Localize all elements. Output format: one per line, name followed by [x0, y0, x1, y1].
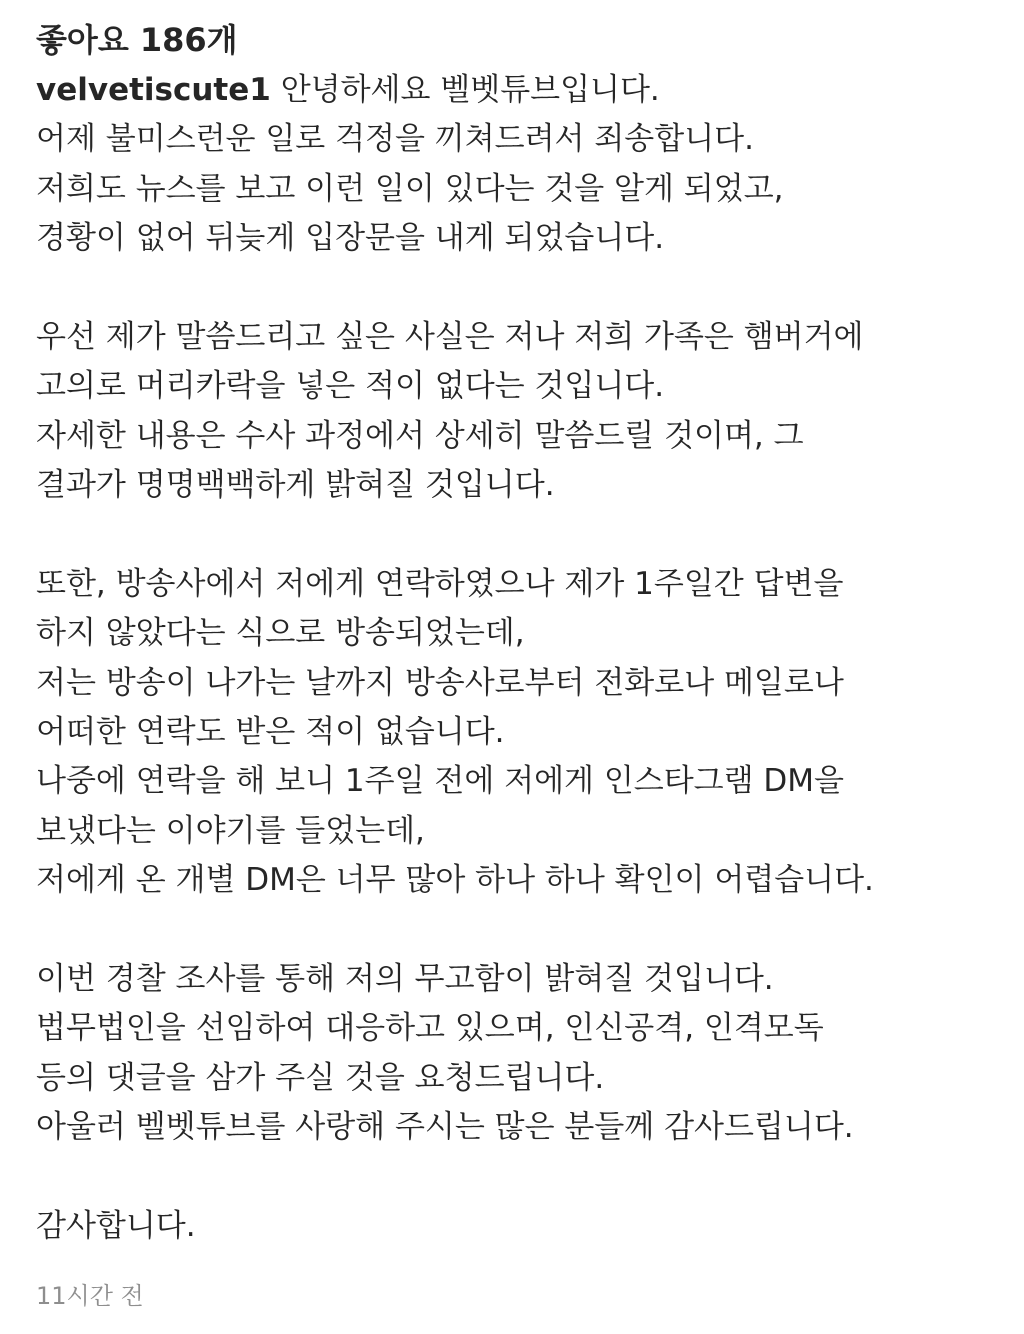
caption-line: 자세한 내용은 수사 과정에서 상세히 말씀드릴 것이며, 그 — [36, 417, 804, 454]
paragraph-break — [36, 264, 1011, 313]
caption-line: 아울러 벨벳튜브를 사랑해 주시는 많은 분들께 감사드립니다. — [36, 1109, 854, 1146]
caption-line: 저에게 온 개별 DM은 너무 많아 하나 하나 확인이 어렵습니다. — [36, 862, 874, 899]
caption-line: 하지 않았다는 식으로 방송되었는데, — [36, 615, 525, 652]
username-link[interactable]: velvetiscute1 — [36, 72, 271, 108]
caption-line: 저는 방송이 나가는 날까지 방송사로부터 전화로나 메일로나 — [36, 664, 844, 701]
caption-line: 우선 제가 말씀드리고 싶은 사실은 저나 저희 가족은 햄버거에 — [36, 318, 864, 355]
caption-line: 고의로 머리카락을 넣은 적이 없다는 것입니다. — [36, 368, 665, 405]
paragraph-break — [36, 511, 1011, 560]
caption-line: 결과가 명명백백하게 밝혀질 것입니다. — [36, 467, 555, 504]
caption-line: 경황이 없어 뒤늦게 입장문을 내게 되었습니다. — [36, 220, 665, 257]
caption-line: 감사합니다. — [36, 1207, 196, 1244]
caption-line-1 — [36, 66, 1011, 115]
caption-line: 어떠한 연락도 받은 적이 없습니다. — [36, 714, 505, 751]
paragraph-break — [36, 1153, 1011, 1202]
caption-line: 나중에 연락을 해 보니 1주일 전에 저에게 인스타그램 DM을 — [36, 763, 844, 800]
caption-line: 또한, 방송사에서 저에게 연락하였으나 제가 1주일간 답변을 — [36, 565, 844, 602]
caption-line: 어제 불미스런운 일로 걱정을 끼쳐드려서 죄송합니다. — [36, 121, 754, 158]
instagram-post — [36, 14, 1011, 1251]
caption-line: 법무법인을 선임하여 대응하고 있으며, 인신공격, 인격모독 — [36, 1010, 824, 1047]
caption-line: 이번 경찰 조사를 통해 저의 무고함이 밝혀질 것입니다. — [36, 961, 774, 998]
caption-line: 보냈다는 이야기를 들었는데, — [36, 812, 425, 849]
paragraph-break — [36, 906, 1011, 955]
post-timestamp[interactable]: 11시간 전 — [36, 1282, 144, 1310]
post-caption — [36, 66, 1011, 1251]
caption-line: 저희도 뉴스를 보고 이런 일이 있다는 것을 알게 되었고, — [36, 170, 784, 207]
caption-first-line: 안녕하세요 벨벳튜브입니다. — [280, 72, 660, 108]
likes-count[interactable]: 좋아요 186개 — [36, 21, 238, 59]
caption-line: 등의 댓글을 삼가 주실 것을 요청드립니다. — [36, 1059, 605, 1096]
